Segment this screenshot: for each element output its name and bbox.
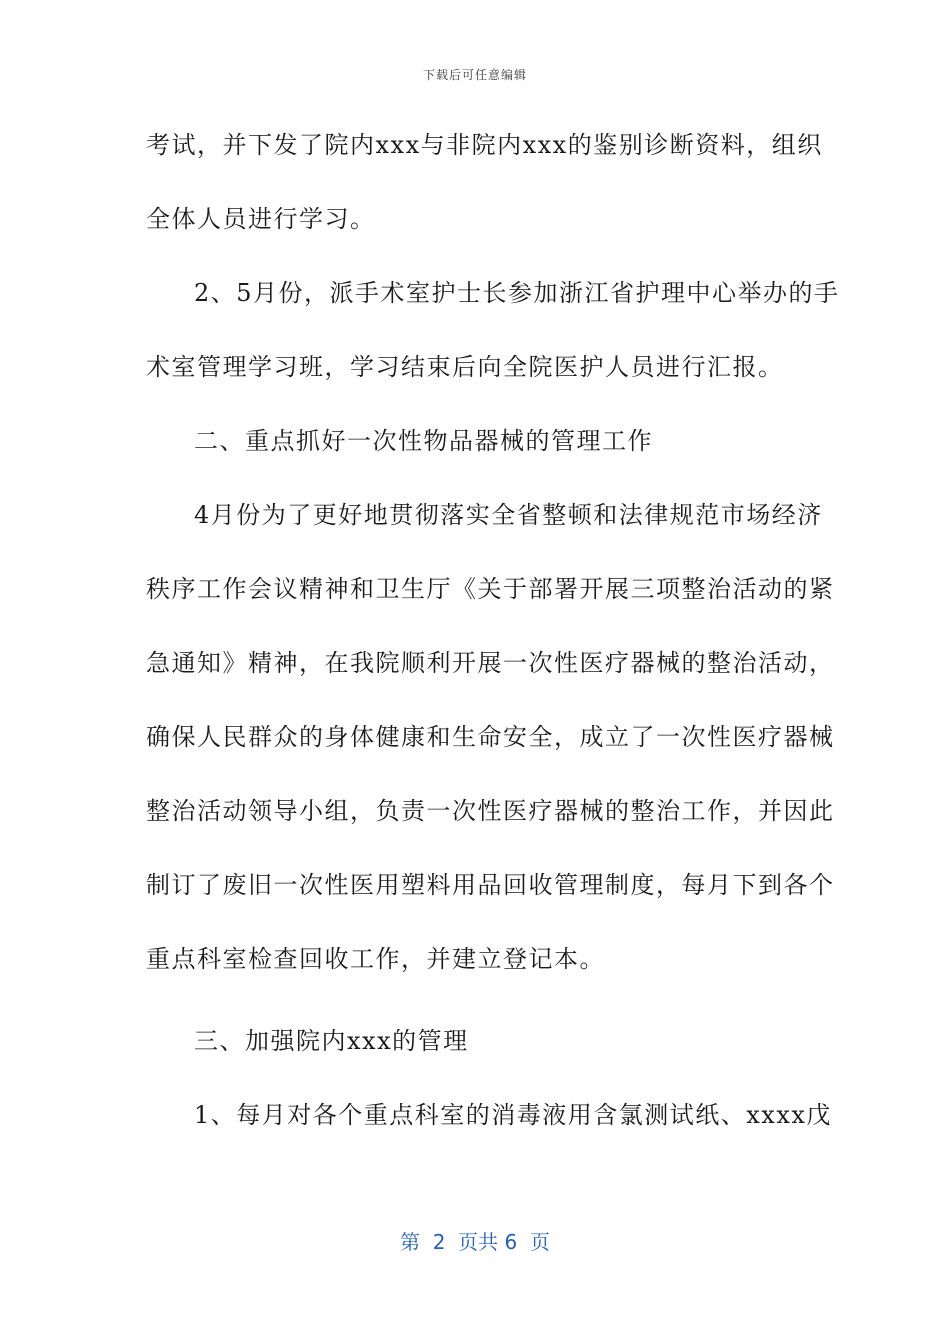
- section-heading: 二、重点抓好一次性物品器械的管理工作: [194, 427, 653, 455]
- body-line: 整治活动领导小组，负责一次性医疗器械的整治工作，并因此: [146, 797, 835, 825]
- body-line: 急通知》精神，在我院顺利开展一次性医疗器械的整治活动，: [146, 649, 835, 677]
- page-number-footer: 第 2 页共 6 页: [400, 1230, 550, 1254]
- body-line: 2、5月份，派手术室护士长参加浙江省护理中心举办的手: [194, 279, 840, 307]
- body-line: 秩序工作会议精神和卫生厅《关于部署开展三项整治活动的紧: [146, 575, 835, 603]
- body-line: 术室管理学习班，学习结束后向全院医护人员进行汇报。: [146, 353, 784, 381]
- section-heading: 三、加强院内xxx的管理: [194, 1027, 469, 1055]
- body-line: 全体人员进行学习。: [146, 205, 376, 233]
- body-line: 确保人民群众的身体健康和生命安全，成立了一次性医疗器械: [146, 723, 835, 751]
- body-line: 1、每月对各个重点科室的消毒液用含氯测试纸、xxxx戊: [194, 1101, 832, 1129]
- body-line: 考试，并下发了院内xxx与非院内xxx的鉴别诊断资料，组织: [146, 131, 823, 159]
- body-line: 4月份为了更好地贯彻落实全省整顿和法律规范市场经济: [194, 501, 823, 529]
- body-line: 制订了废旧一次性医用塑料用品回收管理制度，每月下到各个: [146, 871, 835, 899]
- body-line: 重点科室检查回收工作，并建立登记本。: [146, 945, 605, 973]
- header-note: 下载后可任意编辑: [422, 68, 527, 82]
